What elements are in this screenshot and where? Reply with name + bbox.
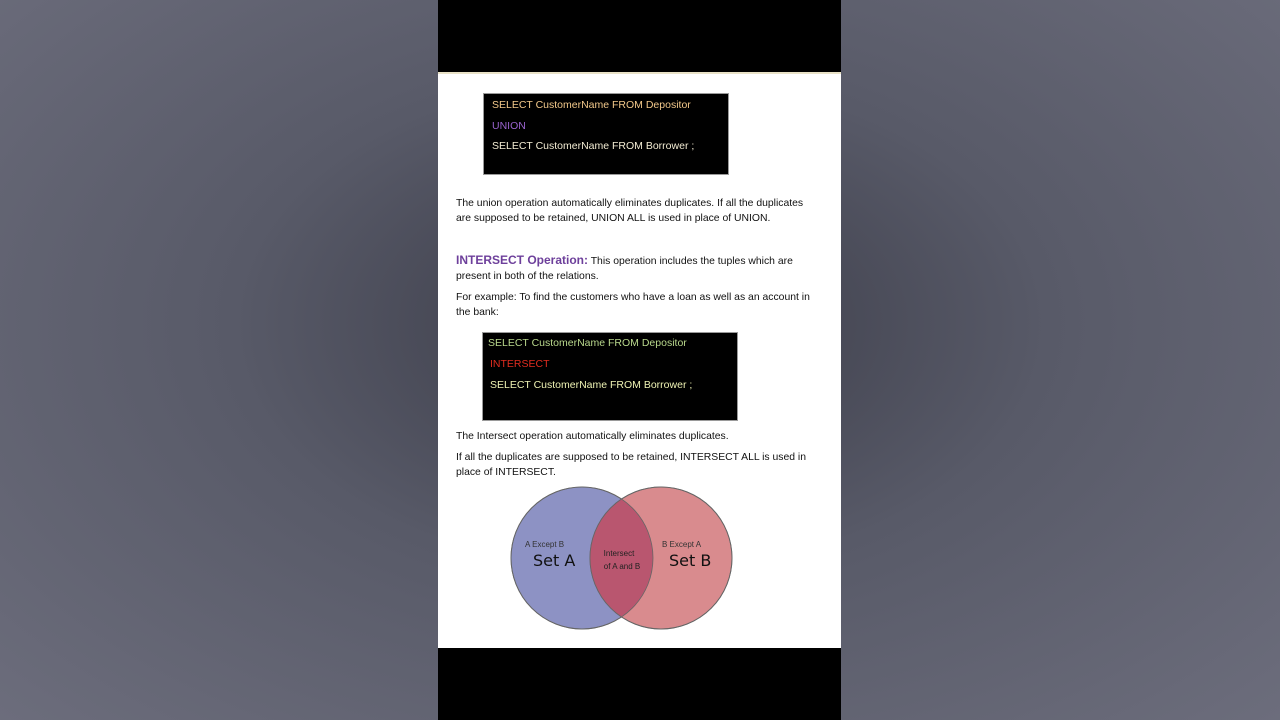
left-caption: A Except B [525,540,565,549]
intersect-description [456,253,822,284]
set-b-label: Set B [669,551,712,570]
intersect-example [456,290,822,320]
video-frame [438,0,841,720]
code-block-union [483,93,729,175]
code-block-intersect [482,332,738,421]
code-line-1: SELECT CustomerName FROM Depositor [492,99,691,111]
venn-diagram [508,484,738,634]
intersection-caption-line-1: Intersect [603,549,635,558]
intersect-example-line-2: the bank: [456,307,499,318]
union-note-line-1: The union operation automatically eliminates duplicates. If all the duplicates [456,198,804,209]
right-caption: B Except A [662,540,702,549]
code-line-3: SELECT CustomerName FROM Borrower ; [492,140,695,152]
union-note [456,196,822,226]
code-line-2: UNION [492,120,526,132]
set-a-label: Set A [533,551,576,570]
intersect-note-1 [456,429,822,444]
intersect-note-2 [456,450,822,480]
intersect-note-line-3: place of INTERSECT. [456,467,556,478]
code-line-1: SELECT CustomerName FROM Depositor [488,337,687,349]
intersect-note-line-2: If all the duplicates are supposed to be retained, INTERSECT ALL is used in [456,452,807,463]
intersect-heading: INTERSECT Operation: [456,253,589,267]
intersect-description-line-1 [456,253,822,269]
intersect-example-line-1: For example: To find the customers who have a loan as well as an account in [456,292,810,303]
intersect-note-line-1: The Intersect operation automatically eliminates duplicates. [456,431,729,442]
code-line-2: INTERSECT [490,358,550,370]
code-line-3: SELECT CustomerName FROM Borrower ; [490,379,693,391]
intersect-description-line-2: present in both of the relations. [456,271,599,282]
intersection-caption-line-2: of A and B [603,562,641,571]
union-note-line-2: are supposed to be retained, UNION ALL is used in place of UNION. [456,213,771,224]
intersect-desc-part-1: This operation includes the tuples which are [588,256,793,267]
slide-page [438,72,841,648]
